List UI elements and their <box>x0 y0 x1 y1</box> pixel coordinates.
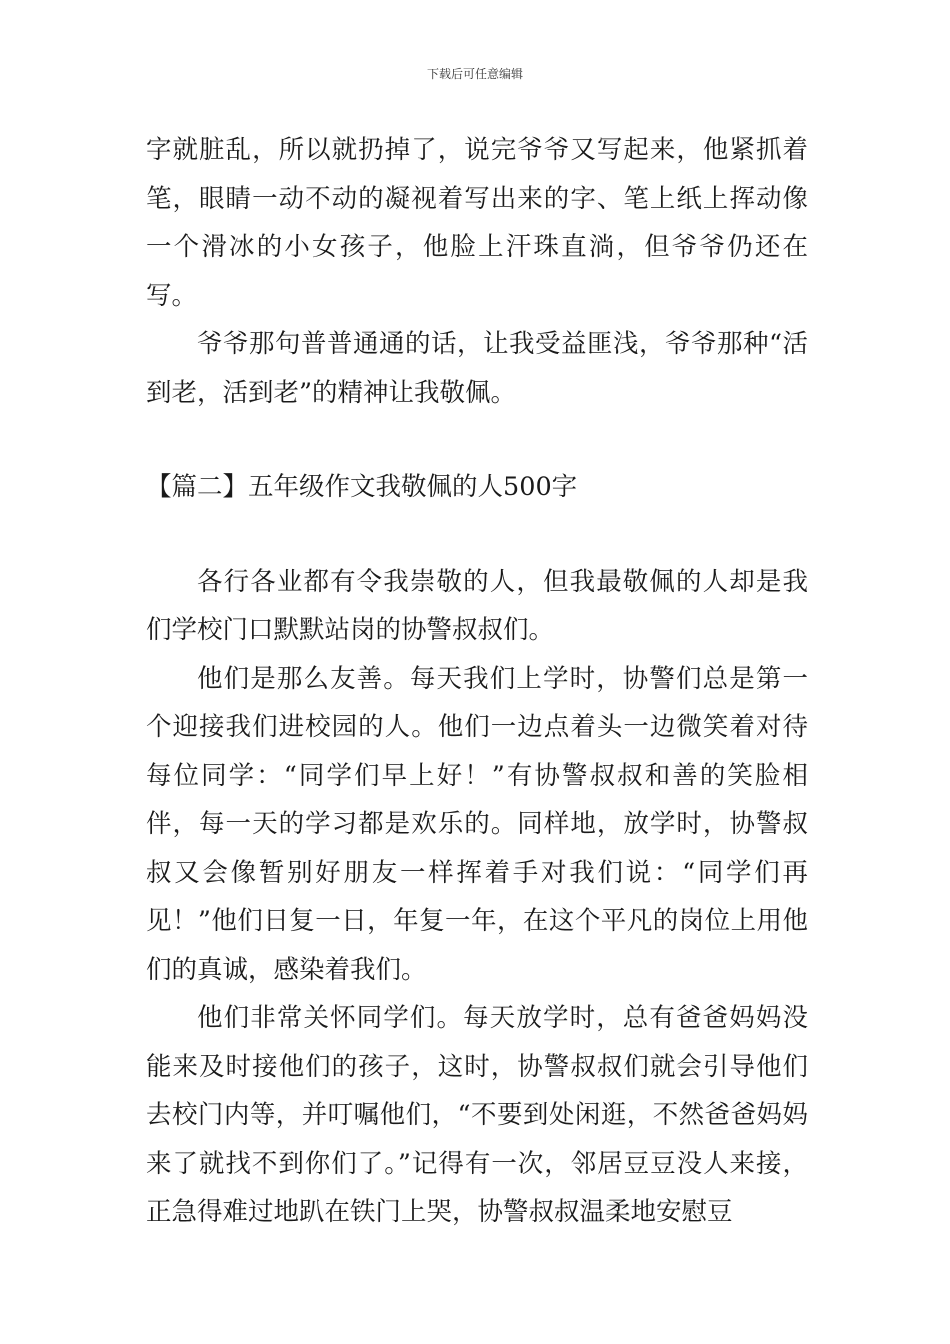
paragraph-continued: 字就脏乱，所以就扔掉了，说完爷爷又写起来，他紧抓着笔，眼睛一动不动的凝视着写出来的字、笔上纸上挥动像一个滑冰的小女孩子，他脸上汗珠直淌，但爷爷仍还在写。 <box>146 135 808 311</box>
paragraph: 爷爷那句普普通通的话，让我受益匪浅，爷爷那种“活到老，活到老”的精神让我敬佩。 <box>146 329 808 408</box>
paragraph: 他们非常关怀同学们。每天放学时，总有爸爸妈妈没能来及时接他们的孩子，这时，协警叔叔们就会引导他们去校门内等，并叮嘱他们，“不要到处闲逛，不然爸爸妈妈来了就找不到你们了。”记得有一次，邻居豆豆没人来接，正急得难过地趴在铁门上哭，协警叔叔温柔地安慰豆 <box>146 1003 808 1227</box>
section-title: 【篇二】五年级作文我敬佩的人500字 <box>146 472 578 502</box>
document-body <box>146 126 808 1237</box>
page-header: 下载后可任意编辑 <box>426 67 523 81</box>
paragraph: 他们是那么友善。每天我们上学时，协警们总是第一个迎接我们进校园的人。他们一边点着头一边微笑着对待每位同学：“同学们早上好！”有协警叔叔和善的笑脸相伴，每一天的学习都是欢乐的。同样地，放学时，协警叔叔又会像暂别好朋友一样挥着手对我们说：“同学们再见！”他们日复一日，年复一年，在这个平凡的岗位上用他们的真诚，感染着我们。 <box>146 663 808 985</box>
paragraph: 各行各业都有令我崇敬的人，但我最敬佩的人却是我们学校门口默默站岗的协警叔叔们。 <box>146 566 808 645</box>
